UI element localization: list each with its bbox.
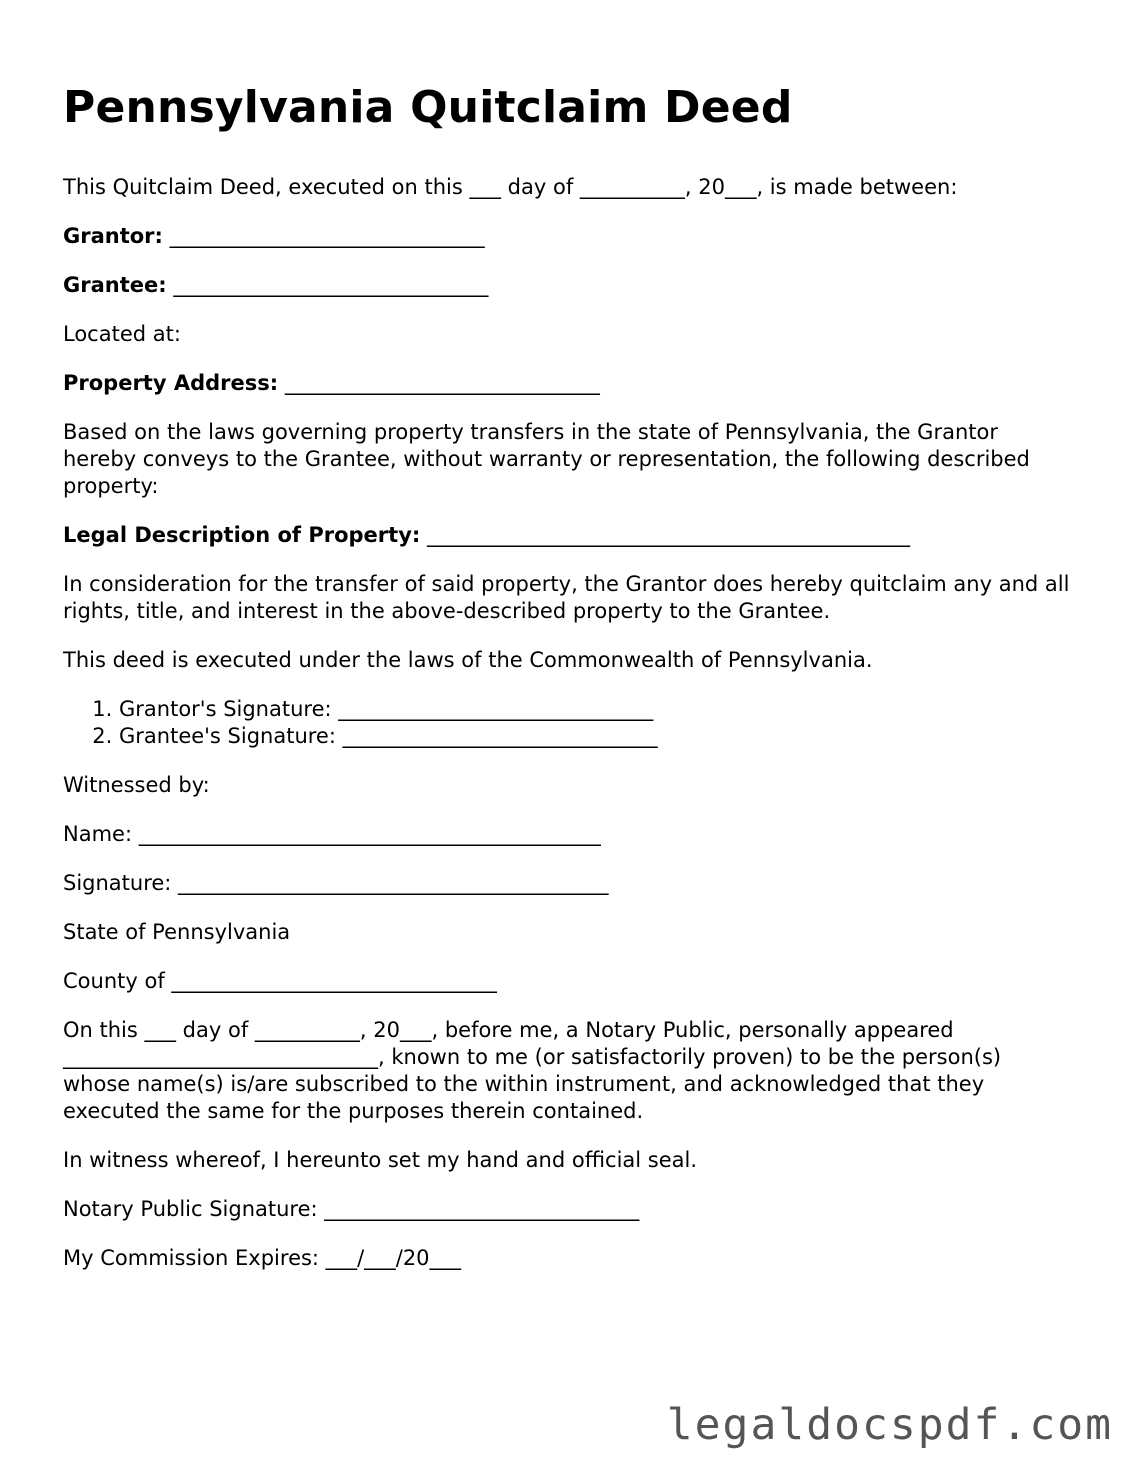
state-text: State of Pennsylvania xyxy=(63,920,291,944)
property-address-label: Property Address: xyxy=(63,371,279,395)
commission-expires-line: My Commission Expires: ___/___/20___ xyxy=(63,1246,462,1270)
executed-under-paragraph: This deed is executed under the laws of the Commonwealth of Pennsylvania. xyxy=(63,648,873,672)
legal-description-blank: ______________________________________________ xyxy=(426,523,910,547)
grantee-signature-item: 2. Grantee's Signature: ______________________________ xyxy=(119,723,1073,750)
document-page xyxy=(63,80,1073,1294)
conveyance-paragraph: Based on the laws governing property transfers in the state of Pennsylvania, the Grantor hereby conveys to the Grantee, without warranty or representation, the following described property: xyxy=(63,420,1030,498)
county-line: County of _______________________________ xyxy=(63,969,497,993)
notary-signature-line: Notary Public Signature: ______________________________ xyxy=(63,1197,640,1221)
grantee-label: Grantee: xyxy=(63,273,167,297)
property-address-line xyxy=(63,370,1073,397)
document-title: Pennsylvania Quitclaim Deed xyxy=(63,82,793,133)
grantor-signature-item: 1. Grantor's Signature: ______________________________ xyxy=(119,696,1073,723)
witness-signature-line: Signature: _________________________________________ xyxy=(63,871,609,895)
located-at-text: Located at: xyxy=(63,322,181,346)
signature-list xyxy=(63,696,1073,750)
intro-paragraph: This Quitclaim Deed, executed on this ___ day of __________, 20___, is made between: xyxy=(63,175,958,199)
legal-description-label: Legal Description of Property: xyxy=(63,523,421,547)
grantor-blank: ______________________________ xyxy=(169,224,485,248)
legal-description-line xyxy=(63,522,1073,549)
property-address-blank: ______________________________ xyxy=(284,371,600,395)
witness-name-line: Name: ____________________________________________ xyxy=(63,822,601,846)
acknowledgment-paragraph: On this ___ day of __________, 20___, before me, a Notary Public, personally appeared ______________________________, known to me (or satisfactorily proven) to be the person(s) whose name(s) is/are subscribed to the within instrument, and acknowledged that they executed the same for the purposes therein contained. xyxy=(63,1018,1002,1123)
grantor-line xyxy=(63,223,1073,250)
grantor-label: Grantor: xyxy=(63,224,163,248)
consideration-paragraph: In consideration for the transfer of said property, the Grantor does hereby quitclaim any and all rights, title, and interest in the above-described property to the Grantee. xyxy=(63,572,1070,623)
grantee-blank: ______________________________ xyxy=(173,273,489,297)
watermark-logo: legaldocspdf.com xyxy=(666,1400,1113,1450)
witnessed-by-text: Witnessed by: xyxy=(63,773,210,797)
witness-whereof-text: In witness whereof, I hereunto set my hand and official seal. xyxy=(63,1148,698,1172)
grantee-line xyxy=(63,272,1073,299)
